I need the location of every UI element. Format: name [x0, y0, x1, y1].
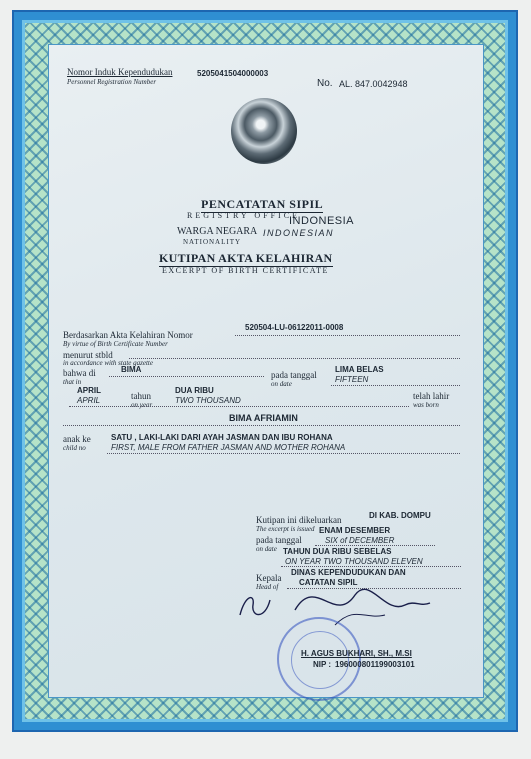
- dotted-line: [107, 453, 460, 454]
- official-name: H. AGUS BUKHARI, SH., M.SI: [301, 649, 412, 658]
- birth-month-en: APRIL: [77, 396, 101, 405]
- registry-title: PENCATATAN SIPIL: [201, 197, 324, 211]
- birth-place: BIMA: [121, 365, 142, 374]
- dotted-line: [129, 358, 460, 359]
- issued-label: Kutipan ini dikeluarkan: [256, 515, 342, 525]
- birth-date-id: LIMA BELAS: [335, 365, 384, 374]
- no-label: No.: [317, 78, 333, 89]
- issue-year-en: ON YEAR TWO THOUSAND ELEVEN: [285, 557, 423, 566]
- dotted-line: [63, 425, 460, 426]
- nip-value: 196000801199003101: [335, 660, 415, 669]
- issued-label-en: The excerpt is issued: [256, 525, 315, 533]
- based-label: Berdasarkan Akta Kelahiran Nomor: [63, 330, 193, 340]
- on-date-label-en: on date: [271, 380, 292, 388]
- birth-year-id: DUA RIBU: [175, 386, 214, 395]
- issue-date-label-en: on date: [256, 545, 277, 553]
- birth-year-en: TWO THOUSAND: [175, 396, 241, 405]
- child-name: BIMA AFRIAMIN: [229, 413, 298, 423]
- nationality-value: INDONESIAN: [263, 228, 335, 238]
- stbld-label-en: in accordance with state gazette: [63, 359, 153, 367]
- document-title-en: EXCERPT OF BIRTH CERTIFICATE: [162, 266, 329, 275]
- head-label: Kepala: [256, 573, 282, 583]
- birth-month-id: APRIL: [77, 386, 101, 395]
- child-order-en: FIRST, MALE FROM FATHER JASMAN AND MOTHER ROHANA: [111, 443, 346, 452]
- certificate-paper: [48, 44, 484, 698]
- issued-place: DI KAB. DOMPU: [369, 511, 431, 520]
- official-stamp: [277, 617, 361, 701]
- hologram-seal-icon: [231, 98, 297, 164]
- nik-label-en: Personnel Registration Number: [67, 78, 157, 86]
- nationality-label: WARGA NEGARA: [177, 226, 258, 237]
- registry-title-en: REGISTRY OFFICE: [187, 211, 300, 220]
- issue-date-en: SIX of DECEMBER: [325, 536, 395, 545]
- on-date-label: pada tanggal: [271, 370, 317, 380]
- document-title: KUTIPAN AKTA KELAHIRAN: [159, 251, 333, 265]
- year-label-en: on year: [131, 401, 153, 409]
- nationality-label-en: NATIONALITY: [183, 238, 242, 246]
- nik-label: Nomor Induk Kependudukan: [67, 67, 173, 77]
- child-label: anak ke: [63, 434, 91, 444]
- child-order-id: SATU , LAKI-LAKI DARI AYAH JASMAN DAN IBU ROHANA: [111, 433, 333, 442]
- based-label-en: By virtue of Birth Certificate Number: [63, 340, 168, 348]
- born-label: telah lahir: [413, 391, 450, 401]
- year-label: tahun: [131, 391, 151, 401]
- nik-value: 5205041504000003: [197, 69, 269, 78]
- issue-date-id: ENAM DESEMBER: [319, 526, 391, 535]
- birth-cert-number: 520504-LU-06122011-0008: [245, 323, 344, 332]
- stbld-label: menurut stbld: [63, 350, 113, 360]
- that-in-label: bahwa di: [63, 368, 96, 378]
- dotted-line: [235, 335, 460, 336]
- country-name: INDONESIA: [289, 215, 355, 227]
- that-in-label-en: that in: [63, 378, 82, 386]
- dotted-line: [69, 406, 409, 407]
- office-name-2: CATATAN SIPIL: [299, 578, 358, 587]
- born-label-en: was born: [413, 401, 439, 409]
- dotted-line: [331, 385, 460, 386]
- dotted-line: [109, 376, 264, 377]
- office-name: DINAS KEPENDUDUKAN DAN: [291, 568, 406, 577]
- child-label-en: child no: [63, 444, 86, 452]
- birth-date-en: FIFTEEN: [335, 375, 369, 384]
- head-label-en: Head of: [256, 583, 279, 591]
- dotted-line: [315, 545, 435, 546]
- certificate-no: AL. 847.0042948: [339, 79, 408, 89]
- issue-year-id: TAHUN DUA RIBU SEBELAS: [283, 547, 392, 556]
- issue-date-label: pada tanggal: [256, 535, 302, 545]
- nip-label: NIP :: [313, 660, 332, 669]
